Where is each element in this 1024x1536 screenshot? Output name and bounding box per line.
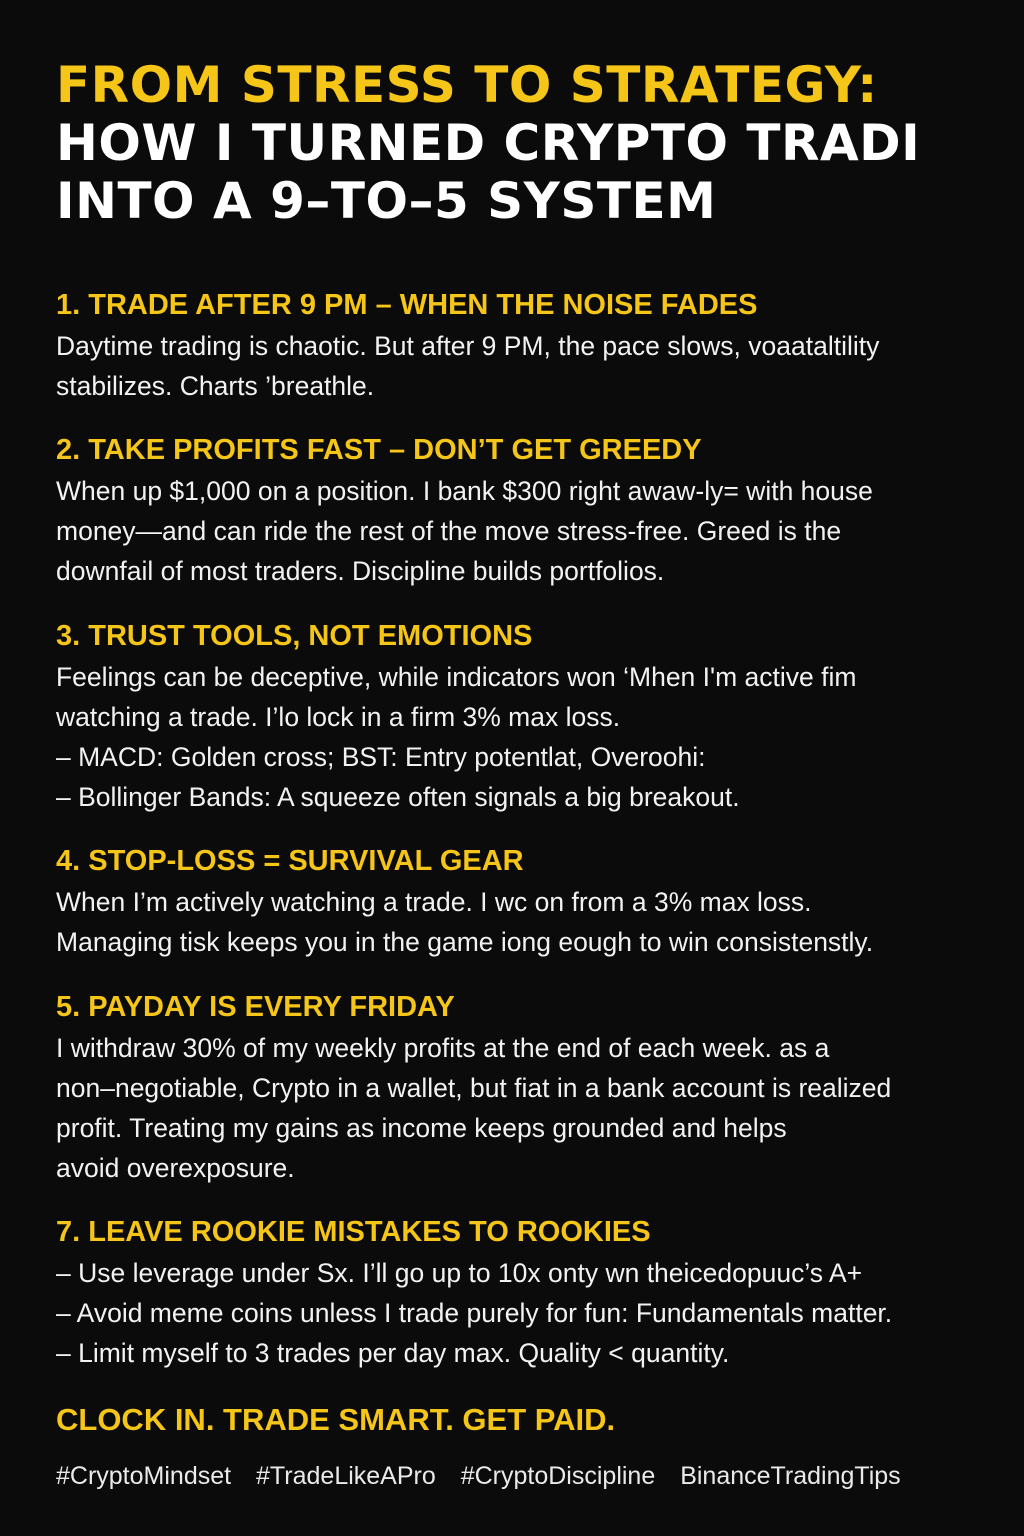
section-text: – Avoid meme coins unless I trade purely for fun: Fundamentals matter. [56,1298,893,1328]
section-text: Managing tisk keeps you in the game iong eough to win consistenstly. [56,927,874,957]
section-text: – Limit myself to 3 trades per day max. Quality < quantity. [56,1338,730,1368]
section-trade-after-9pm [56,286,986,406]
hashtag: #TradeLikeAPro [256,1462,436,1490]
title-line-2: HOW I TURNED CRYPTO TRADI [56,114,921,172]
section-payday [56,988,986,1188]
section-text: stabilizes. Charts ’breathle. [56,371,375,401]
section-trust-tools [56,617,986,817]
section-text: Daytime trading is chaotic. But after 9 PM, the pace slows, voaataltility [56,331,880,361]
section-text: – Bollinger Bands: A squeeze often signals a big breakout. [56,782,740,812]
section-heading: 3. TRUST TOOLS, NOT EMOTIONS [56,620,533,652]
section-text: downfail of most traders. Discipline builds portfolios. [56,556,665,586]
section-take-profits [56,431,986,591]
section-text: When up $1,000 on a position. I bank $300 right awaw-ly= with house [56,476,873,506]
title-line-1: FROM STRESS TO STRATEGY: [56,56,878,114]
section-text: – Use leverage under Sx. I’ll go up to 10x onty wn theicedopuuc’s A+ [56,1258,863,1288]
hashtag: #CryptoMindset [56,1462,232,1490]
section-rookie-mistakes [56,1213,986,1373]
section-text: watching a trade. I’lo lock in a firm 3% max loss. [56,702,621,732]
hashtag-row [56,1456,996,1496]
hashtag: #CryptoDiscipline [460,1462,656,1490]
hashtag: BinanceTradingTips [680,1462,901,1490]
section-heading: 4. STOP-LOSS = SURVIVAL GEAR [56,845,524,877]
page-title [56,56,996,230]
section-stop-loss [56,842,986,962]
section-text: I withdraw 30% of my weekly profits at the end of each week. as a [56,1033,830,1063]
section-text: avoid overexposure. [56,1153,295,1183]
section-heading: 5. PAYDAY IS EVERY FRIDAY [56,991,455,1023]
section-heading: 7. LEAVE ROOKIE MISTAKES TO ROOKIES [56,1216,651,1248]
section-text: non–negotiable, Crypto in a wallet, but fiat in a bank account is realized [56,1073,892,1103]
call-to-action: CLOCK IN. TRADE SMART. GET PAID. [56,1402,616,1437]
section-text: money—and can ride the rest of the move stress-free. Greed is the [56,516,842,546]
section-text: Feelings can be deceptive, while indicators won ‘Mhen I'm active fim [56,662,857,692]
section-text: profit. Treating my gains as income keeps grounded and helps [56,1113,787,1143]
section-text: – MACD: Golden cross; BST: Entry potentlat, Overoohi: [56,742,706,772]
section-text: When I’m actively watching a trade. I wc on from a 3% max loss. [56,887,812,917]
section-heading: 2. TAKE PROFITS FAST – DON’T GET GREEDY [56,434,702,466]
section-heading: 1. TRADE AFTER 9 PM – WHEN THE NOISE FADES [56,289,758,321]
title-line-3: INTO A 9–TO–5 SYSTEM [56,172,717,230]
